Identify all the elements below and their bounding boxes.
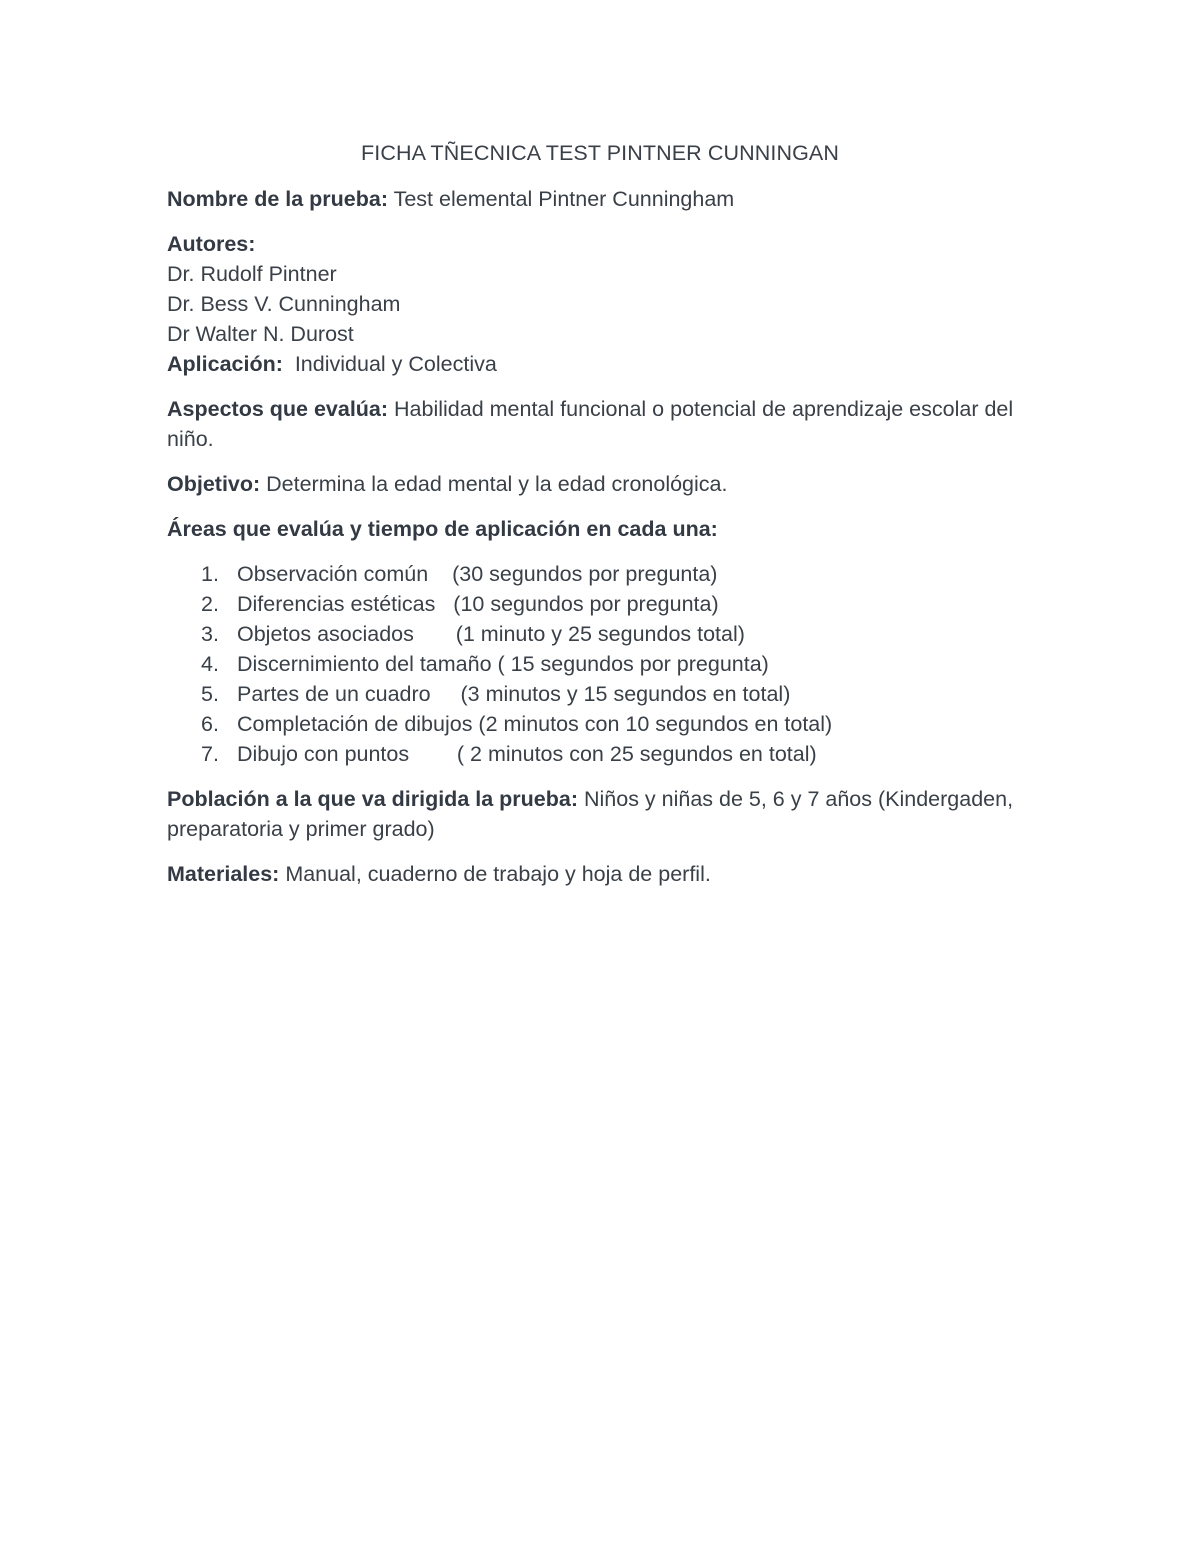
objective-label: Objetivo: xyxy=(167,472,261,496)
application-paragraph xyxy=(167,349,1047,379)
list-item-number: 7. xyxy=(201,742,219,766)
author-name: Dr. Bess V. Cunningham xyxy=(167,292,401,316)
application-value: Individual y Colectiva xyxy=(282,352,497,376)
list-item-number: 4. xyxy=(201,652,219,676)
list-item-text: Dibujo con puntos ( 2 minutos con 25 segundos en total) xyxy=(237,742,817,766)
population-label: Población a la que va dirigida la prueba: xyxy=(167,787,578,811)
list-item-number: 1. xyxy=(201,562,219,586)
list-item-number: 6. xyxy=(201,712,219,736)
objective-paragraph xyxy=(167,469,1047,499)
list-item-text: Discernimiento del tamaño ( 15 segundos por pregunta) xyxy=(237,652,769,676)
materials-value: Manual, cuaderno de trabajo y hoja de perfil. xyxy=(279,862,711,886)
author-name: Dr. Rudolf Pintner xyxy=(167,262,337,286)
aspects-paragraph xyxy=(167,394,1047,454)
list-item xyxy=(167,679,1047,709)
list-item xyxy=(167,589,1047,619)
authors-block xyxy=(167,229,1047,349)
list-item-text: Partes de un cuadro (3 minutos y 15 segundos en total) xyxy=(237,682,791,706)
areas-heading-paragraph xyxy=(167,514,1047,544)
application-label: Aplicación: xyxy=(167,352,283,376)
aspects-label: Aspectos que evalúa: xyxy=(167,397,389,421)
list-item xyxy=(167,619,1047,649)
aspects-value: Habilidad mental funcional o potencial de aprendizaje escolar del niño. xyxy=(167,397,1014,451)
population-paragraph xyxy=(167,784,1047,844)
list-item xyxy=(167,709,1047,739)
test-name-label: Nombre de la prueba: xyxy=(167,187,389,211)
document-page xyxy=(167,138,1047,904)
list-item xyxy=(167,739,1047,769)
list-item-number: 2. xyxy=(201,592,219,616)
list-item-text: Completación de dibujos (2 minutos con 10 segundos en total) xyxy=(237,712,833,736)
test-name-paragraph xyxy=(167,184,1047,214)
list-item xyxy=(167,559,1047,589)
list-item-text: Objetos asociados (1 minuto y 25 segundos total) xyxy=(237,622,745,646)
list-item-number: 5. xyxy=(201,682,219,706)
list-item-text: Observación común (30 segundos por pregunta) xyxy=(237,562,718,586)
list-item-text: Diferencias estéticas (10 segundos por pregunta) xyxy=(237,592,719,616)
materials-paragraph xyxy=(167,859,1047,889)
document-title: FICHA TÑECNICA TEST PINTNER CUNNINGAN xyxy=(361,141,839,165)
test-name-value: Test elemental Pintner Cunningham xyxy=(388,187,735,211)
areas-list xyxy=(167,559,1047,769)
list-item-number: 3. xyxy=(201,622,219,646)
author-name: Dr Walter N. Durost xyxy=(167,322,354,346)
objective-value: Determina la edad mental y la edad cronológica. xyxy=(260,472,728,496)
areas-heading: Áreas que evalúa y tiempo de aplicación en cada una: xyxy=(167,517,718,541)
list-item xyxy=(167,649,1047,679)
materials-label: Materiales: xyxy=(167,862,280,886)
authors-label: Autores: xyxy=(167,232,256,256)
population-value: Niños y niñas de 5, 6 y 7 años (Kindergaden, preparatoria y primer grado) xyxy=(167,787,1014,841)
